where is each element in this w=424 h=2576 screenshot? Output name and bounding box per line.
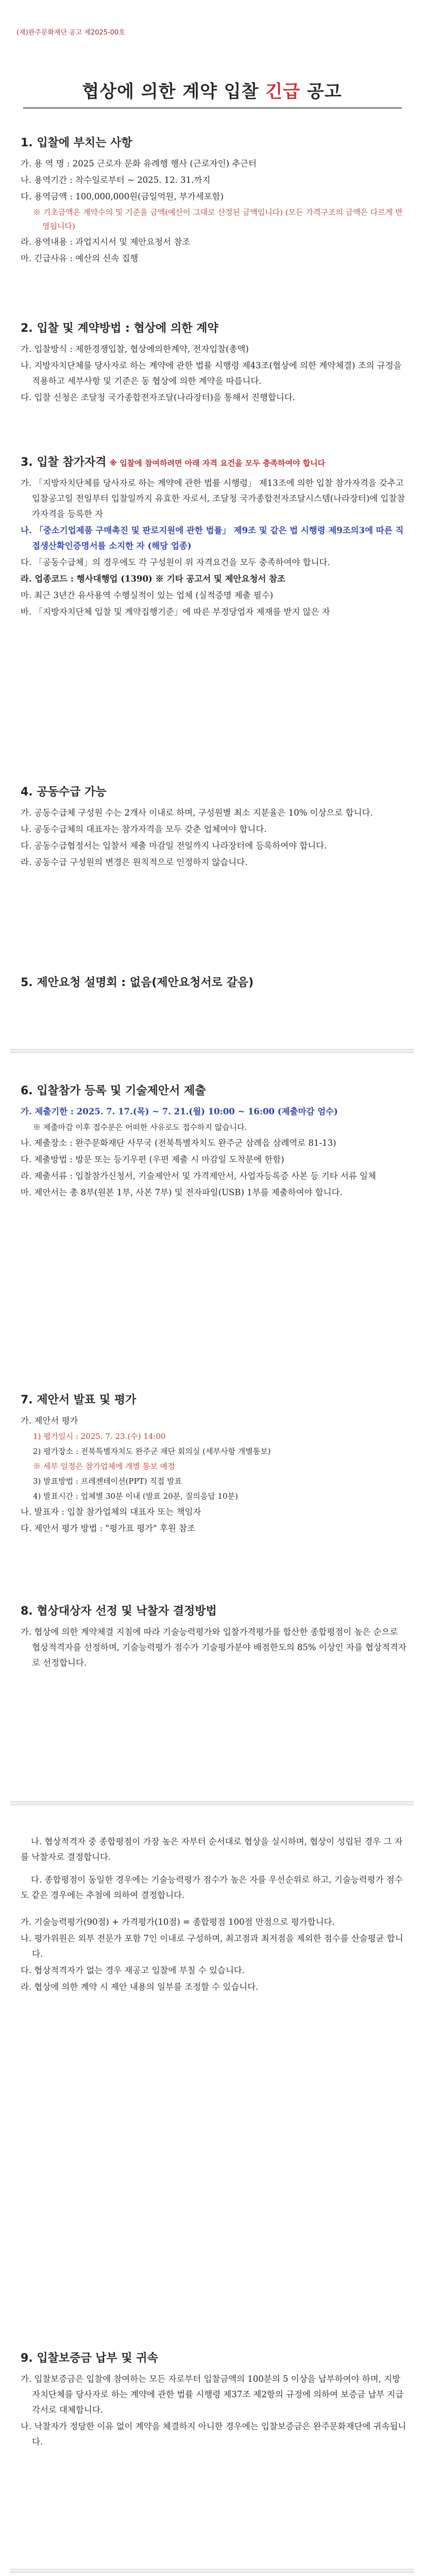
list-item: 마. 최근 3년간 유사용역 수행실적이 있는 업체 (실적증명 제출 필수): [21, 590, 274, 600]
list-item: 다. 제안서 평가 방법 : "평가표 평가" 후원 참조: [21, 1523, 195, 1533]
list-item: 나. 평가위원은 외부 전문가 포함 7인 이내로 구성하며, 최고점과 최저점을 제외한 점수를 산술평균 합니다.: [21, 1934, 403, 1959]
list-item: 다. 「공동수급체」의 경우에도 각 구성원이 위 자격요건을 모두 충족하여야 합니다.: [21, 557, 330, 567]
section-heading: 6. 입찰참가 등록 및 기술제안서 제출: [21, 1084, 206, 1097]
title-main: 협상에 의한 계약 입찰: [82, 81, 259, 102]
title-suffix: 공고: [307, 81, 342, 102]
section-heading: [21, 453, 407, 469]
section-heading-text: 3. 입찰 참가자격: [21, 456, 107, 469]
section-6: [21, 1082, 407, 1201]
deadline-text: 가. 제출기한 : 2025. 7. 17.(목) ~ 7. 21.(월) 10:00 ~ 16:00 (제출마감 엄수): [21, 1107, 338, 1116]
list-item: 나. 제출장소 : 완주문화재단 사무국 (전북특별자치도 완주군 삼례읍 삼례역로 81-13): [21, 1138, 336, 1148]
section-3: [21, 453, 407, 621]
page-divider: [10, 2566, 414, 2575]
title-divider: [23, 107, 402, 109]
list-item: 라. 제출서류 : 입찰참가신청서, 기술제안서 및 가격제안서, 사업자등록증 사본 등 기타 서류 일체: [21, 1171, 376, 1181]
list-item: 다. 용역금액 : 100,000,000원(금일억원, 부가세포함): [21, 192, 224, 201]
section-heading: 7. 제안서 발표 및 평가: [21, 1394, 137, 1406]
section-heading: 8. 협상대상자 선정 및 낙찰자 결정방법: [21, 1605, 217, 1618]
section-1: [21, 134, 407, 267]
list-item: 가. 제안서 평가: [21, 1416, 78, 1426]
section-heading-note: ※ 입찰에 참여하려면 아래 자격 요건을 모두 충족하여야 합니다: [109, 459, 326, 468]
list-item: 3) 발표방법 : 프레젠테이션(PPT) 직접 발표: [33, 1477, 182, 1486]
title-urgent-label: 긴급: [265, 81, 301, 102]
list-item: 가. 용 역 명 : 2025 근로자 문화 유례행 행사 (근로자인) 추근터: [21, 159, 257, 168]
list-item: 가. 입찰방식 : 제한경쟁입찰, 협상에의한계약, 전자입찰(총액): [21, 344, 249, 354]
list-item: 나. 낙찰자가 정당한 이유 없이 계약을 체결하지 아니한 경우에는 입찰보증금은 완주문화재단에 귀속됩니다.: [21, 2421, 406, 2447]
section-heading: 2. 입찰 및 계약방법 : 협상에 의한 계약: [21, 322, 218, 335]
list-item: [21, 1104, 407, 1120]
list-item: 가. 기술능력평가(90점) + 가격평가(10점) = 종합평점 100점 만점으로 평가합니다.: [21, 1917, 335, 1927]
list-item: 다. 협상적격자가 없는 경우 재공고 입찰에 부칠 수 있습니다.: [21, 1965, 245, 1975]
section-heading: 9. 입찰보증금 납부 및 귀속: [21, 2352, 158, 2365]
page-divider: [10, 1798, 414, 1807]
section-2: [21, 319, 407, 406]
section-4: [21, 783, 407, 871]
list-item: 1) 평가일시 : 2025. 7. 23.(수) 14:00: [33, 1432, 166, 1441]
list-item: 가. 「지방자치단체를 당사자로 하는 계약에 관한 법률 시행령」 제13조에 의한 입찰 참가자격을 갖추고 입찰공고일 전일부터 입찰일까지 유효한 자로서, 조달청 국가종합전자조달시스템(나라장터)에 입찰참가자격을 등록한 자: [21, 478, 405, 519]
list-item: 나. 공동수급체의 대표자는 참가자격을 모두 갖춘 업체여야 합니다.: [21, 824, 267, 834]
section-5: [21, 974, 407, 996]
paragraph: 다. 종합평점이 동일한 경우에는 기술능력평가 점수가 높은 자를 우선순위로 하고, 기술능력평가 점수도 같은 경우에는 추첨에 의하여 결정합니다.: [21, 1875, 403, 1900]
list-item: 나. 지방자치단체를 당사자로 하는 계약에 관한 법률 시행령 제43조(협상에 의한 계약체결) 조의 규정을 적용하고 세부사항 및 기준은 동 협상에 의한 계약을 따릅니다.: [21, 361, 402, 386]
list-item: 마. 제안서는 총 8부(원본 1부, 사본 7부) 및 전자파일(USB) 1부를 제출하여야 합니다.: [21, 1188, 343, 1197]
notice-number: (재)완주문화재단 공고 제2025-00호: [16, 29, 125, 37]
list-item: 2) 평가장소 : 전북특별자치도 완주군 재단 회의실 (세부사항 개별통보): [33, 1447, 271, 1456]
list-item: 다. 공동수급협정서는 입찰서 제출 마감일 전일까지 나라장터에 등록하여야 합니다.: [21, 841, 327, 851]
section-heading: 4. 공동수급 가능: [21, 786, 107, 799]
note-item: ※ 기초금액은 계약수의 및 기준을 금액(예산이 그대로 산정된 금액입니다) (모든 가격구조의 금액은 다르게 반영됩니다): [33, 208, 403, 231]
section-8: [21, 1602, 407, 1672]
list-item: 가. 입찰보증금은 입찰에 참여하는 모든 자로부터 입찰금액의 100분의 5 이상을 납부하여야 하며, 지방자치단체를 당사자로 하는 계약에 관한 법률 시행령 제37조 제2항의 규정에 의하여 보증금 납부 지급각서로 대체합니다.: [21, 2374, 404, 2415]
note-item: ※ 세부 일정은 참가업체에 개별 통보 예정: [33, 1462, 175, 1471]
paragraph: 나. 협상적격자 중 종합평점이 가장 높은 자부터 순서대로 협상을 실시하며, 협상이 성립된 경우 그 자를 낙찰자로 결정합니다.: [21, 1837, 403, 1862]
note-item: ※ 제출마감 이후 접수분은 어떠한 사유로도 접수하지 않습니다.: [33, 1123, 247, 1132]
list-item: 4) 발표시간 : 업체별 30분 이내 (발표 20분, 질의응답 10분): [33, 1492, 238, 1501]
list-item: 바. 「지방자치단체 입찰 및 계약집행기준」에 따른 부정당업자 제재를 받지 않은 자: [21, 607, 330, 617]
section-heading: 1. 입찰에 부치는 사항: [21, 137, 132, 149]
list-item: 라. 업종코드 : 행사대행업 (1390) ※ 기타 공고서 및 제안요청서 참조: [21, 574, 285, 584]
list-item: 다. 제출방법 : 방문 또는 등기우편 (우편 제출 시 마감일 도착분에 한함): [21, 1155, 284, 1164]
list-item: 나. 발표자 : 입찰 참가업체의 대표자 또는 책임자: [21, 1507, 201, 1517]
list-item: 라. 용역내용 : 과업지시서 및 제안요청서 참조: [21, 237, 191, 247]
section-9: [21, 2349, 407, 2451]
page-title: [0, 77, 424, 103]
section-heading: 5. 제안요청 설명회 : 없음(제안요청서로 갈음): [21, 976, 254, 989]
list-item: 라. 공동수급 구성원의 변경은 원칙적으로 인정하지 않습니다.: [21, 857, 248, 867]
list-item: 나. 용역기간 : 착수일로부터 ~ 2025. 12. 31.까지: [21, 175, 211, 185]
list-item-highlight: 나. 「중소기업제품 구매촉진 및 판로지원에 관한 법률」 제9조 및 같은 법 시행령 제9조의3에 따른 직접생산확인증명서를 소지한 자 (해당 업종): [21, 526, 404, 551]
section-7: [21, 1391, 407, 1537]
list-item: 가. 협상에 의한 계약체결 지침에 따라 기술능력평가와 입찰가격평가를 합산한 종합평점이 높은 순으로 협상적격자를 선정하며, 기술능력평가 점수가 기술평가분야 배점한도의 85% 이상인 자를 협상적격자로 선정합니다.: [21, 1627, 406, 1668]
list-item: 마. 긴급사유 : 예산의 신속 집행: [21, 253, 139, 263]
list-item: 가. 공동수급체 구성원 수는 2개사 이내로 하며, 구성원별 최소 지분율은 10% 이상으로 합니다.: [21, 808, 373, 818]
section-8-continued: [21, 1834, 407, 1996]
list-item: 다. 입찰 신청은 조달청 국가종합전자조달(나라장터)을 통해서 진행합니다.: [21, 393, 296, 402]
list-item: 라. 협상에 의한 계약 시 제안 내용의 일부를 조정할 수 있습니다.: [21, 1982, 259, 1992]
page-divider: [10, 1046, 414, 1055]
